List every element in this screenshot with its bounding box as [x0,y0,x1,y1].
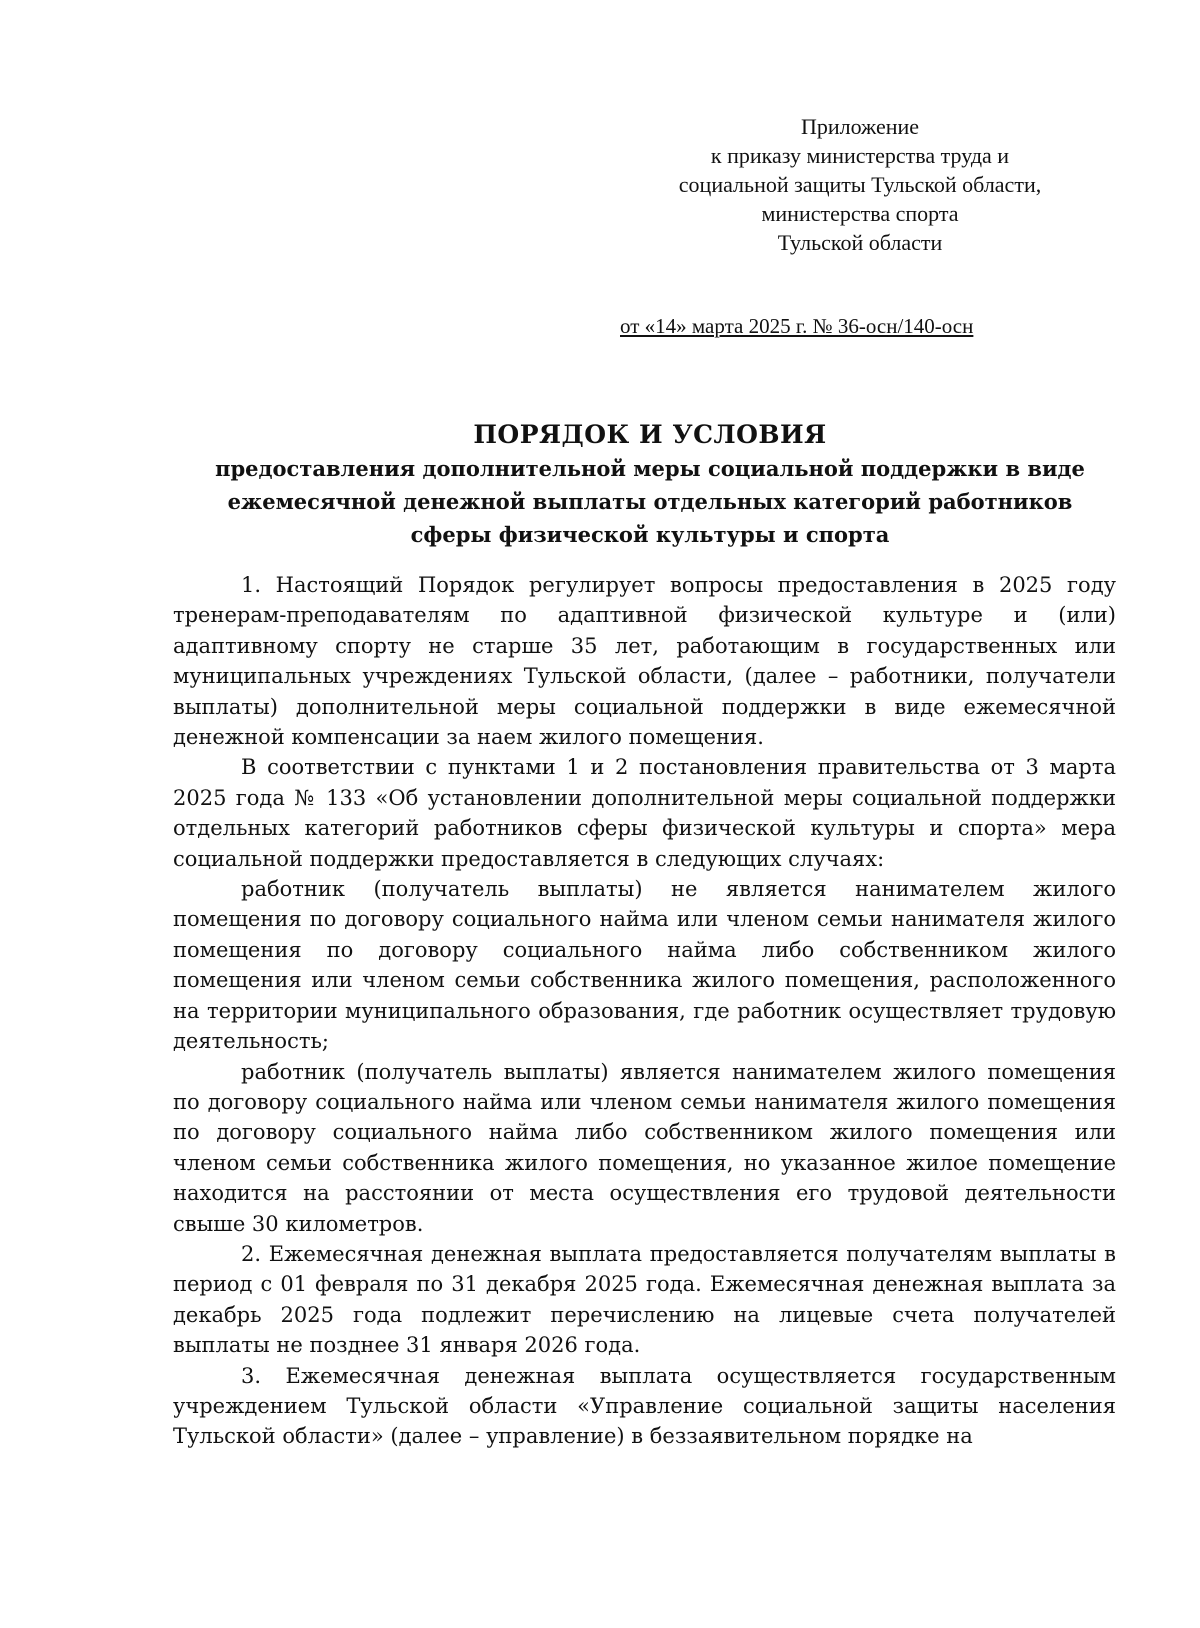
paragraph-case-2: работник (получатель выплаты) является нанимателем жилого помещения по договору социального найма или членом семьи нанимателя жилого помещения по договору социального найма либо собственником жилого помещения или членом семьи собственника жилого помещения, но указанное жилое помещение находится на расстоянии от места осуществления его трудовой деятельности свыше 30 километров. [173,1059,1116,1236]
order-reference: от «14» марта 2025 г. № 36-осн/140-осн [620,314,974,338]
subtitle-line: предоставления дополнительной меры социальной поддержки в виде [215,456,1085,481]
document-body [173,570,1116,1452]
appendix-line: социальной защиты Тульской области, [678,172,1042,197]
subtitle-line: сферы физической культуры и спорта [410,522,890,547]
paragraph-3: 3. Ежемесячная денежная выплата осуществляется государственным учреждением Тульской области «Управление социальной защиты населения Тульской области» (далее – управление) в беззаявительном порядке на [173,1363,1116,1449]
paragraph-2: 2. Ежемесячная денежная выплата предоставляется получателям выплаты в период с 01 февраля по 31 декабря 2025 года. Ежемесячная денежная выплата за декабрь 2025 года подлежит перечислению на лицевые счета получателей выплаты не позднее 31 января 2026 года. [173,1241,1116,1358]
document-title [120,418,1180,551]
title-main: ПОРЯДОК И УСЛОВИЯ [473,420,827,449]
paragraph-case-1: работник (получатель выплаты) не является нанимателем жилого помещения по договору социального найма или членом семьи нанимателя жилого помещения по договору социального найма либо собственником жилого помещения или членом семьи собственника жилого помещения, расположенного на территории муниципального образования, где работник осуществляет трудовую деятельность; [173,877,1116,1054]
appendix-line: к приказу министерства труда и [710,143,1010,168]
appendix-header [600,112,1120,257]
subtitle-line: ежемесячной денежной выплаты отдельных категорий работников [227,489,1073,514]
paragraph-1: 1. Настоящий Порядок регулирует вопросы предоставления в 2025 году тренерам-преподавателям по адаптивной физической культуре и (или) адаптивному спорту не старше 35 лет, работающим в государственных или муниципальных учреждениях Тульской области, (далее – работники, получатели выплаты) дополнительной меры социальной поддержки в виде ежемесячной денежной компенсации за наем жилого помещения. [173,573,1116,750]
title-subtitle [120,452,1180,551]
appendix-line: министерства спорта [761,201,959,226]
appendix-line: Приложение [800,114,920,139]
paragraph-intro-cases: В соответствии с пунктами 1 и 2 постановления правительства от 3 марта 2025 года № 133 «Об установлении дополнительной меры социальной поддержки отдельных категорий работников сферы физической культуры и спорта» мера социальной поддержки предоставляется в следующих случаях: [173,755,1116,871]
appendix-line: Тульской области [777,230,943,255]
